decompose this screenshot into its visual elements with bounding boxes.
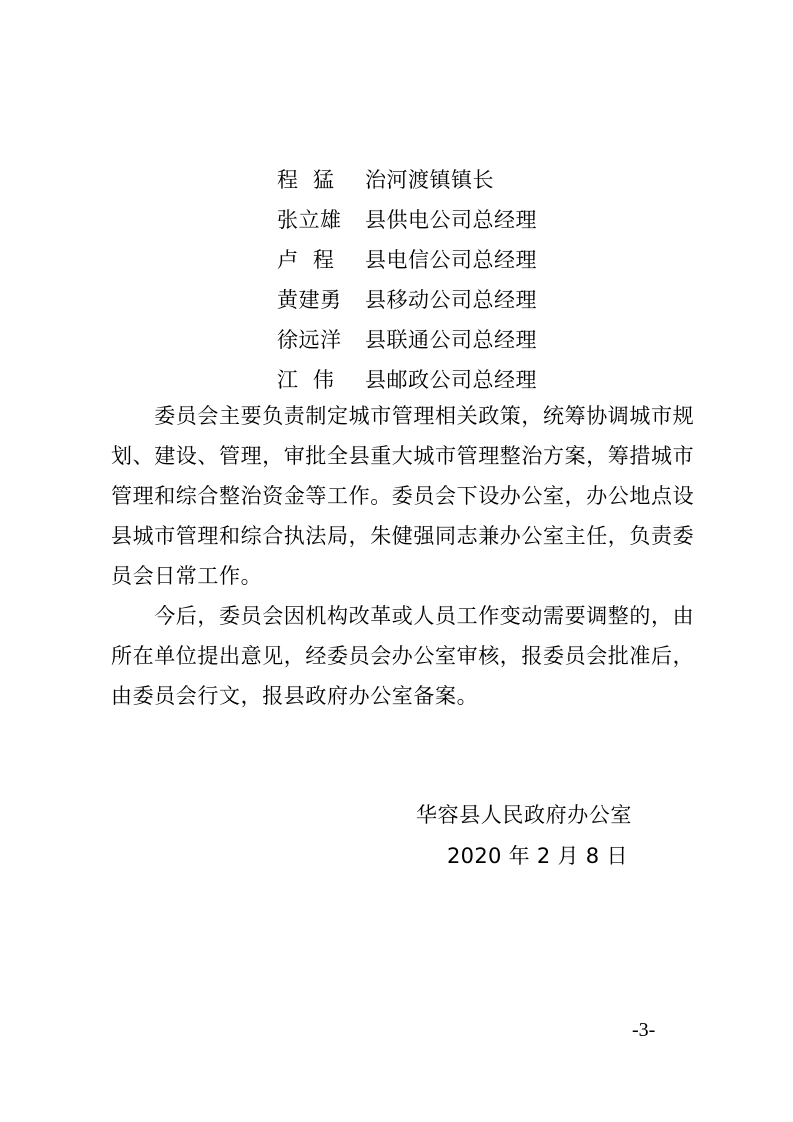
member-name: 徐远洋 [277,328,342,352]
member-list [277,160,637,400]
member-name: 张立雄 [277,208,342,232]
paragraph-line: 由委员会行文，报县政府办公室备案。 [111,684,479,708]
member-row [277,360,637,400]
member-row [277,200,637,240]
member-title: 县供电公司总经理 [365,208,537,232]
paragraph-line: 所在单位提出意见，经委员会办公室审核，报委员会批准后， [111,644,695,668]
member-title: 县邮政公司总经理 [365,368,537,392]
paragraph-line: 管理和综合整治资金等工作。委员会下设办公室，办公地点设 [111,484,695,508]
paragraph-line: 委员会主要负责制定城市管理相关政策，统筹协调城市规 [111,404,695,428]
paragraph-line: 县城市管理和综合执法局，朱健强同志兼办公室主任，负责委 [111,524,695,548]
member-title: 治河渡镇镇长 [365,168,494,192]
responsibilities-paragraph [111,396,695,596]
member-title: 县电信公司总经理 [365,248,537,272]
member-name: 程 猛 [277,168,335,192]
member-title: 县联通公司总经理 [365,328,537,352]
member-title: 县移动公司总经理 [365,288,537,312]
page-number: -3- [632,1019,656,1041]
member-name: 江 伟 [277,368,335,392]
paragraph-line: 员会日常工作。 [111,564,263,588]
member-row [277,240,637,280]
paragraph-line: 划、建设、管理，审批全县重大城市管理整治方案，筹措城市 [111,444,695,468]
member-name: 卢 程 [277,248,335,272]
member-row [277,320,637,360]
signature-organization: 华容县人民政府办公室 [416,803,632,827]
member-row [277,160,637,200]
paragraph-line: 今后，委员会因机构改革或人员工作变动需要调整的，由 [111,604,695,628]
adjustment-paragraph [111,596,695,716]
member-name: 黄建勇 [277,288,342,312]
member-row [277,280,637,320]
signature-date: 2020 年 2 月 8 日 [447,844,628,868]
